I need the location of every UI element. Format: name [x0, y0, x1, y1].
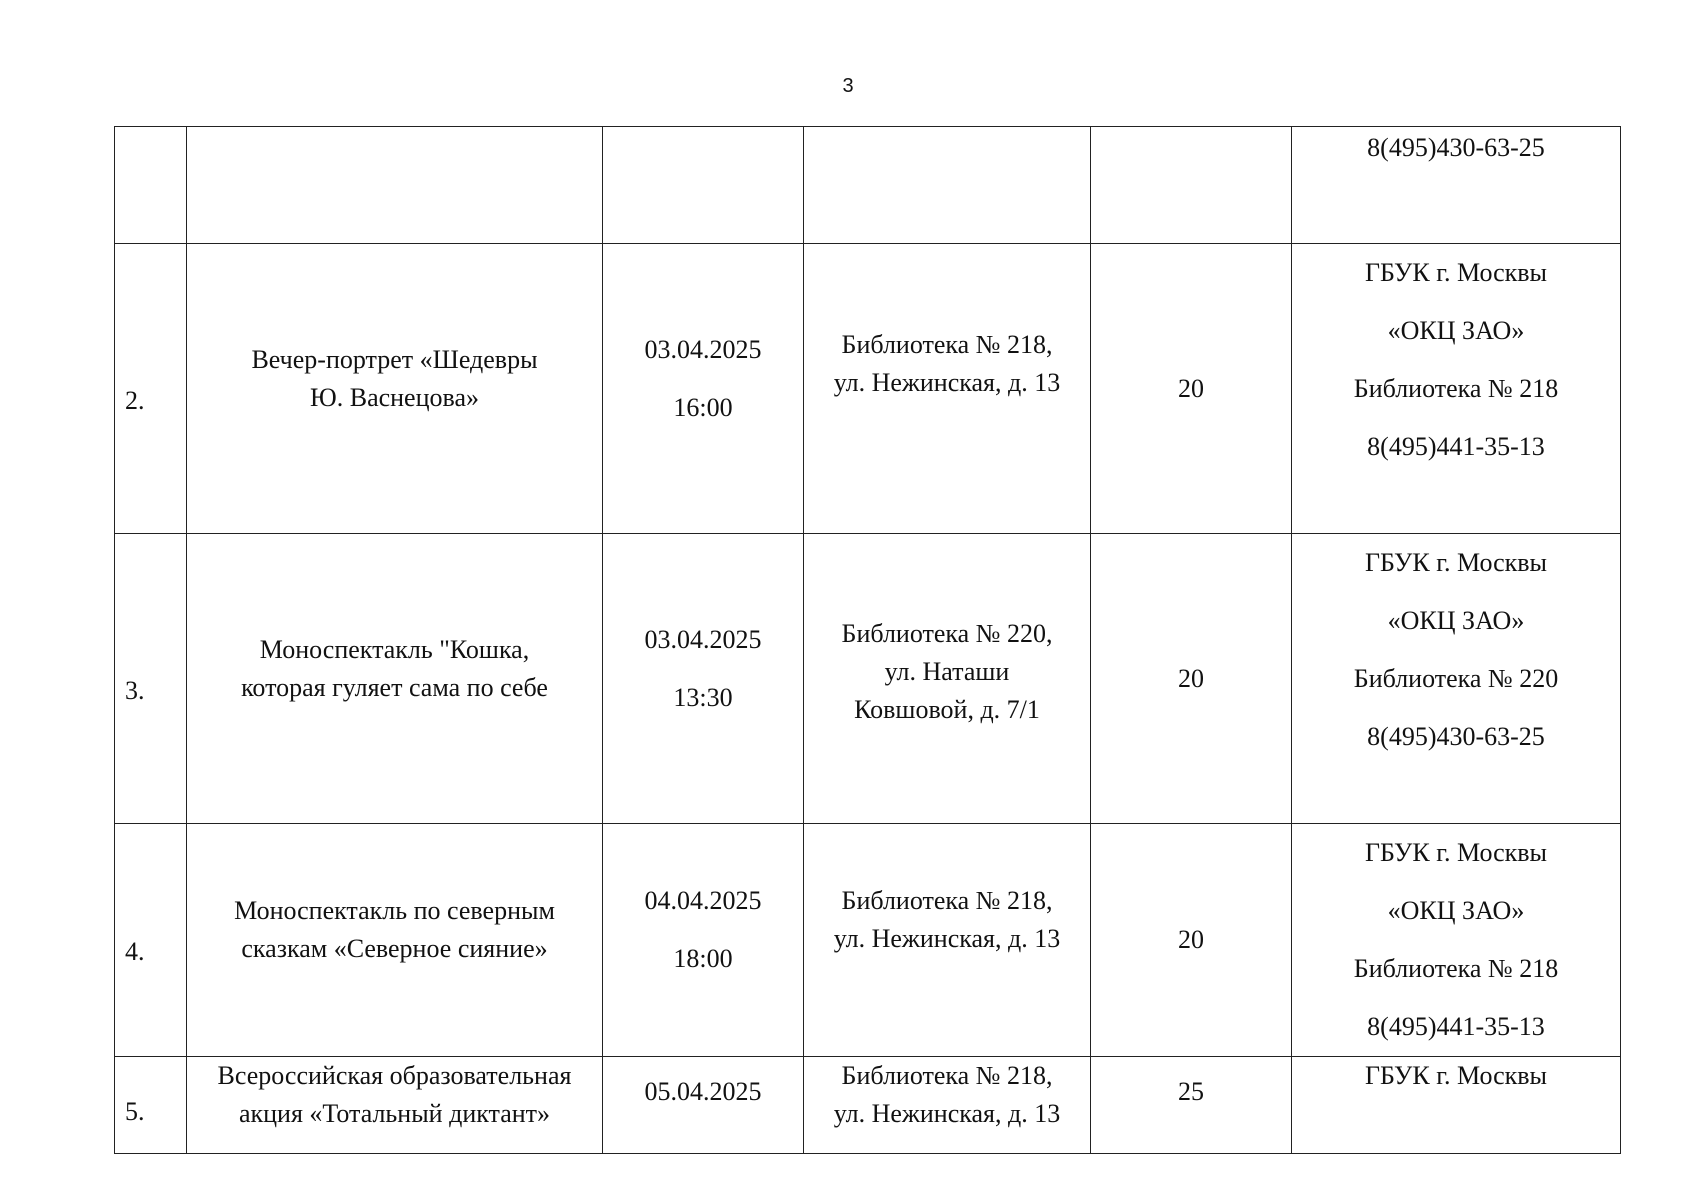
event-date: 04.04.2025 — [644, 886, 762, 915]
number-cell — [115, 127, 187, 244]
count-cell — [1091, 534, 1292, 824]
datetime-cell — [603, 824, 804, 1057]
row-number: 5. — [125, 1097, 145, 1126]
title-cell — [187, 824, 603, 1057]
organizer-cell — [1292, 127, 1621, 244]
event-time: 18:00 — [673, 944, 733, 973]
place-line: Библиотека № 218, — [841, 1061, 1053, 1090]
table-row — [115, 244, 1621, 534]
title-cell — [187, 1057, 603, 1154]
table-row — [115, 127, 1621, 244]
organizer-phone: 8(495)430-63-25 — [1367, 133, 1545, 162]
place-cell — [804, 244, 1091, 534]
title-cell — [187, 244, 603, 534]
title-cell — [187, 534, 603, 824]
place-cell — [804, 127, 1091, 244]
event-title-line: Моноспектакль по северным — [234, 896, 555, 925]
place-cell — [804, 1057, 1091, 1154]
events-table — [114, 126, 1621, 1154]
number-cell — [115, 534, 187, 824]
place-line: Библиотека № 218, — [841, 886, 1053, 915]
organizer-line: ГБУК г. Москвы — [1364, 838, 1548, 867]
count-cell — [1091, 244, 1292, 534]
event-time: 13:30 — [673, 682, 733, 712]
event-title-line: Ю. Васнецова» — [310, 382, 479, 412]
organizer-cell — [1292, 534, 1621, 824]
organizer-line: «ОКЦ ЗАО» — [1387, 896, 1525, 925]
event-date: 03.04.2025 — [644, 334, 762, 364]
event-title-line: Моноспектакль "Кошка, — [259, 634, 530, 664]
organizer-line: 8(495)441-35-13 — [1367, 432, 1545, 461]
organizer-cell — [1292, 1057, 1621, 1154]
event-title-line: Всероссийская образовательная — [217, 1061, 572, 1090]
datetime-cell — [603, 1057, 804, 1154]
event-title-line: сказкам «Северное сияние» — [241, 934, 548, 963]
datetime-cell — [603, 127, 804, 244]
participant-count: 20 — [1178, 663, 1204, 693]
event-title-line: акция «Тотальный диктант» — [238, 1099, 551, 1128]
place-cell — [804, 824, 1091, 1057]
participant-count: 20 — [1178, 925, 1204, 954]
place-line: ул. Наташи — [884, 656, 1010, 686]
table-row — [115, 1057, 1621, 1154]
page-number: 3 — [842, 75, 854, 97]
organizer-line: Библиотека № 218 — [1353, 954, 1559, 983]
organizer-line: ГБУК г. Москвы — [1364, 258, 1548, 287]
participant-count: 20 — [1178, 373, 1204, 403]
place-cell — [804, 534, 1091, 824]
event-date: 05.04.2025 — [644, 1077, 762, 1106]
organizer-line: «ОКЦ ЗАО» — [1387, 606, 1525, 635]
place-line: ул. Нежинская, д. 13 — [833, 367, 1061, 397]
place-line: Библиотека № 218, — [841, 329, 1053, 359]
organizer-line: 8(495)430-63-25 — [1367, 722, 1545, 751]
organizer-line: Библиотека № 220 — [1353, 664, 1559, 693]
place-line: ул. Нежинская, д. 13 — [833, 1099, 1061, 1128]
table-row — [115, 534, 1621, 824]
place-line: ул. Нежинская, д. 13 — [833, 924, 1061, 953]
place-line: Библиотека № 220, — [841, 618, 1053, 648]
title-cell — [187, 127, 603, 244]
count-cell — [1091, 1057, 1292, 1154]
organizer-line: ГБУК г. Москвы — [1364, 1061, 1548, 1090]
organizer-line: Библиотека № 218 — [1353, 374, 1559, 403]
datetime-cell — [603, 534, 804, 824]
event-title-line: Вечер-портрет «Шедевры — [251, 344, 538, 374]
count-cell — [1091, 824, 1292, 1057]
event-title-line: которая гуляет сама по себе — [241, 672, 548, 702]
row-number: 3. — [125, 675, 145, 705]
number-cell — [115, 244, 187, 534]
organizer-cell — [1292, 824, 1621, 1057]
number-cell — [115, 1057, 187, 1154]
place-line: Ковшовой, д. 7/1 — [854, 694, 1040, 724]
event-date: 03.04.2025 — [644, 624, 762, 654]
event-time: 16:00 — [673, 392, 733, 422]
count-cell — [1091, 127, 1292, 244]
participant-count: 25 — [1178, 1077, 1204, 1106]
row-number: 4. — [125, 937, 145, 966]
datetime-cell — [603, 244, 804, 534]
organizer-line: 8(495)441-35-13 — [1367, 1012, 1545, 1041]
number-cell — [115, 824, 187, 1057]
table-row — [115, 824, 1621, 1057]
organizer-line: «ОКЦ ЗАО» — [1387, 316, 1525, 345]
row-number: 2. — [125, 385, 145, 415]
organizer-cell — [1292, 244, 1621, 534]
organizer-line: ГБУК г. Москвы — [1364, 548, 1548, 577]
